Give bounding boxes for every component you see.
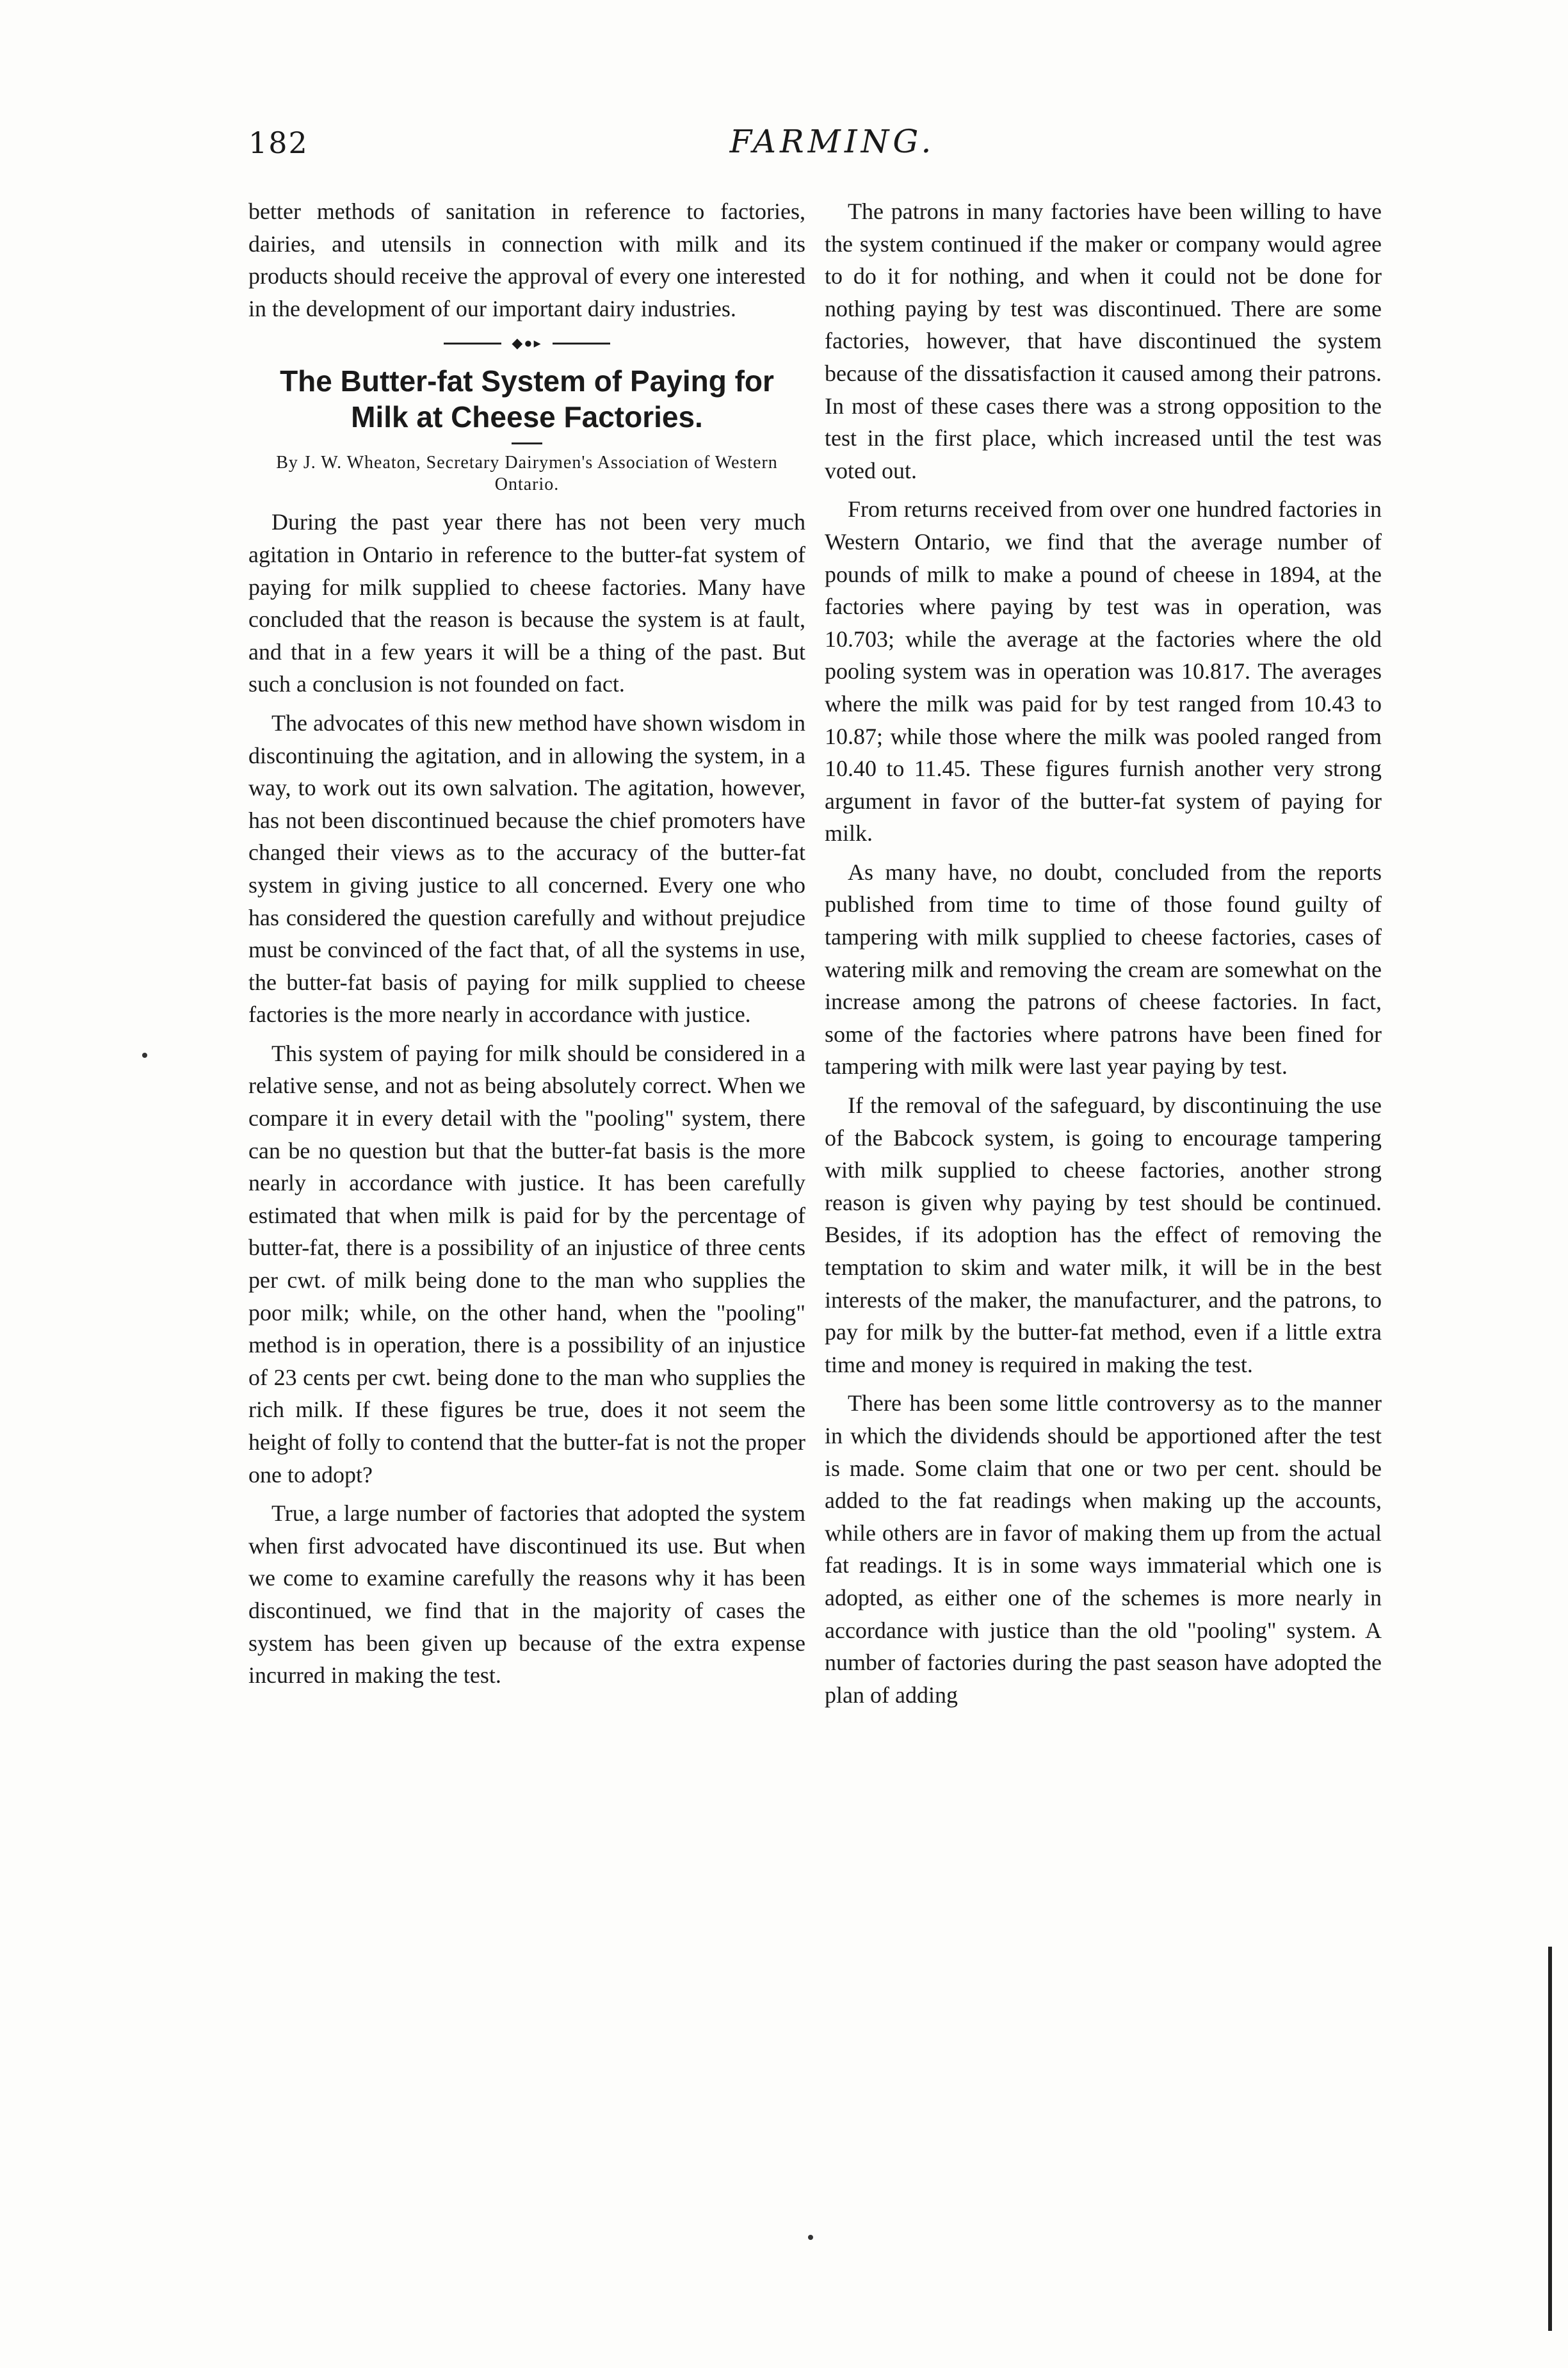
title-rule: [512, 442, 542, 444]
scan-edge-line: [1548, 1947, 1552, 2331]
paragraph: If the removal of the safeguard, by discontinuing the use of the Babcock system, is going to encourage tampering with milk supplied to cheese factories, another strong reason is given why paying by test should be continued. Besides, if its adoption has the effect of removing the temptation to skim and water milk, it will be in the best interests of the maker, the manufacturer, and the patrons, to pay for milk by the butter-fat method, even if a little extra time and money is required in making the test.: [825, 1092, 1382, 1377]
section-divider: ◆●▸: [248, 334, 805, 350]
paragraph: The advocates of this new method have shown wisdom in discontinuing the agitation, and in allowing the system, in a way, to work out its own salvation. The agitation, however, has not been discontinued because the chief promoters have changed their views as to the accuracy of the butter-fat system in giving justice to all concerned. Every one who has considered the question carefully and without prejudice must be convinced of the fact that, of all the systems in use, the butter-fat basis of paying for milk supplied to cheese factories is the more nearly in accordance with justice.: [248, 710, 805, 1028]
right-column: [825, 195, 1382, 1711]
paragraph: From returns received from over one hundred factories in Western Ontario, we find that the average number of pounds of milk to make a pound of cheese in 1894, at the factories where paying by test was in operation, was 10.703; while the average at the factories where the old pooling system was in operation was 10.817. The averages where the milk was paid for by test ranged from 10.43 to 10.87; while those where the milk was pooled ranged from 10.40 to 11.45. These figures furnish another very strong argument in favor of the butter-fat system of paying for milk.: [825, 496, 1382, 847]
paragraph: This system of paying for milk should be considered in a relative sense, and not as being absolutely correct. When we compare it in every detail with the "pooling" system, there can be no question but that the butter-fat basis is the more nearly in accordance with justice. It has been carefully estimated that when milk is paid for by the percentage of butter-fat, there is a possibility of an injustice of three cents per cwt. of milk being done to the man who supplies the poor milk; while, on the other hand, when the "pooling" method is in operation, there is a possibility of an injustice of 23 cents per cwt. being done to the man who supplies the rich milk. If these figures be true, does it not seem the height of folly to contend that the butter-fat is not the proper one to adopt?: [248, 1040, 805, 1488]
margin-mark: [808, 2235, 813, 2240]
byline: By J. W. Wheaton, Secretary Dairymen's Association of Western Ontario.: [276, 453, 778, 495]
page-number: 182: [248, 126, 309, 160]
paragraph: There has been some little controversy as to the manner in which the dividends should be apportioned after the test is made. Some claim that one or two per cent. should be added to the fat readings when making up the accounts, while others are in favor of making them up from the actual fat readings. It is in some ways immaterial which one is adopted, as either one of the schemes is more nearly in accordance with justice than the old "pooling" system. A number of factories during the past season have adopted the plan of adding: [825, 1390, 1382, 1708]
paragraph: During the past year there has not been very much agitation in Ontario in reference to the butter-fat system of paying for milk supplied to cheese factories. Many have concluded that the reason is because the system is at fault, and that in a few years it will be a thing of the past. But such a conclusion is not founded on fact.: [248, 509, 805, 697]
running-head: FARMING.: [729, 123, 935, 160]
paragraph: The patrons in many factories have been willing to have the system continued if the maker or company would agree to do it for nothing, and when it could not be done for nothing paying by test was discontinued. There are some factories, however, that have discontinued the system because of the dissatisfaction it caused among their patrons. In most of these cases there was a strong opposition to the test in the first place, which increased until the test was voted out.: [825, 199, 1382, 483]
paragraph: As many have, no doubt, concluded from the reports published from time to time of those found guilty of tampering with milk supplied to cheese factories, cases of watering milk and removing the cream are somewhat on the increase among the patrons of cheese factories. In fact, some of the factories where patrons have been fined for tampering with milk were last year paying by test.: [825, 859, 1382, 1080]
paragraph: True, a large number of factories that adopted the system when first advocated have discontinued its use. But when we come to examine carefully the reasons why it has been discontinued, we find that in the majority of cases the system has been given up because of the extra expense incurred in making the test.: [248, 1500, 805, 1689]
margin-mark: [142, 1053, 147, 1058]
left-column: [248, 195, 805, 1692]
intro-paragraph: better methods of sanitation in reference to factories, dairies, and utensils in connection with milk and its products should receive the approval of every one interested in the development of our important dairy industries.: [248, 199, 805, 321]
article-title: The Butter-fat System of Paying for Milk at Cheese Factories.: [280, 364, 774, 434]
